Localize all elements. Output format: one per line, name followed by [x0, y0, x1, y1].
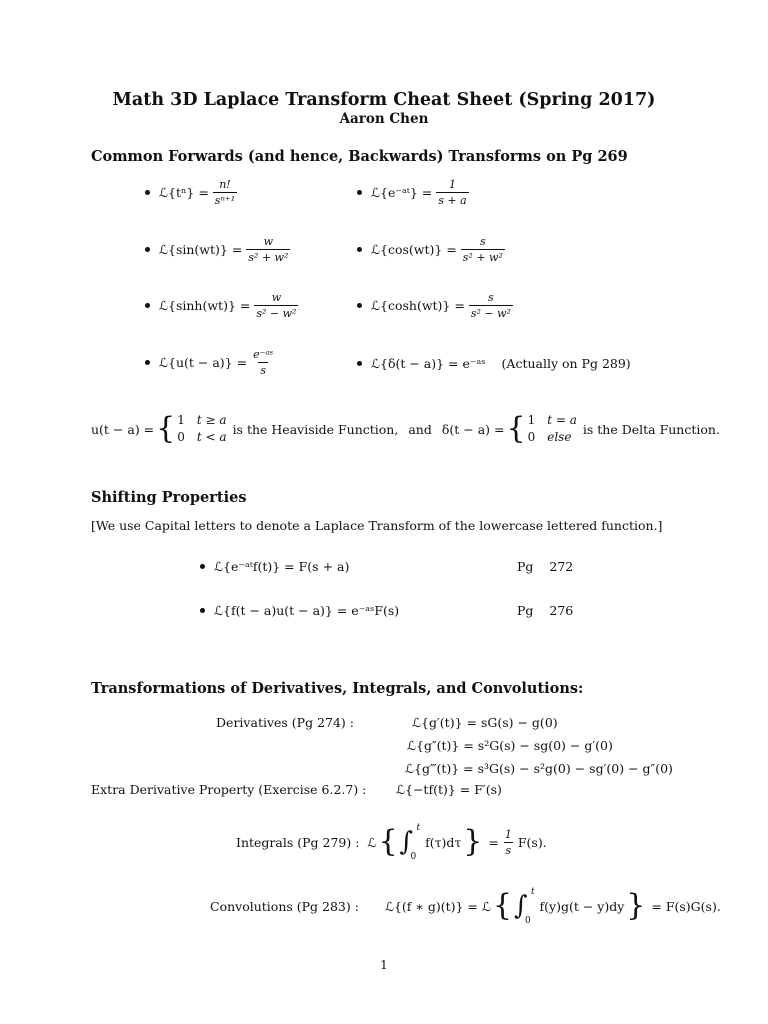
- integrals-lhs: ℒ: [367, 834, 377, 850]
- shifting-second-page-number: 276: [549, 603, 574, 618]
- transform-step-denominator: s: [260, 364, 266, 377]
- heaviside-case2-value: 0: [177, 430, 185, 444]
- convolutions-lhs: ℒ{(f ∗ g)(t)} = ℒ: [384, 898, 491, 914]
- heaviside-case2-condition: t < a: [196, 430, 227, 444]
- document-title: Math 3D Laplace Transform Cheat Sheet (Spring 2017): [112, 90, 656, 110]
- left-brace-icon: {: [506, 411, 526, 446]
- page-number: 1: [380, 958, 388, 972]
- bullet-icon: [145, 303, 150, 308]
- delta-cases: [528, 412, 577, 446]
- bullet-icon: [357, 190, 362, 195]
- heaviside-case1-condition: t ≥ a: [196, 413, 227, 427]
- shifting-second-page: [517, 603, 573, 618]
- transform-cos: [357, 235, 509, 264]
- delta-case1-condition: t = a: [547, 413, 577, 427]
- transform-tn-fraction: [213, 178, 237, 207]
- transform-step-fraction: [251, 348, 275, 377]
- transform-cosh-denominator: s² − w²: [470, 307, 511, 320]
- section-heading-transforms: Transformations of Derivatives, Integrals, and Convolutions:: [91, 680, 584, 697]
- bullet-icon: [200, 564, 205, 569]
- integrals-fraction: [503, 828, 514, 857]
- convolution-integrand: f(y)g(t − y)dy: [539, 898, 625, 914]
- transform-sin-fraction: [246, 235, 290, 264]
- transform-tn-lhs: ℒ{tⁿ} =: [159, 185, 209, 200]
- transform-exp: [357, 178, 473, 207]
- transform-tn: [145, 178, 241, 207]
- transform-cos-denominator: s² + w²: [462, 251, 503, 264]
- bullet-icon: [145, 360, 150, 365]
- bullet-icon: [357, 361, 362, 366]
- right-brace-icon: }: [463, 824, 483, 859]
- shifting-second: [200, 603, 399, 618]
- convolutions-property: [210, 887, 721, 926]
- derivatives-label: Derivatives (Pg 274) :: [216, 715, 354, 730]
- integral-lower-limit: 0: [410, 852, 417, 862]
- transform-cosh-numerator: s: [488, 291, 494, 304]
- integrals-label: Integrals (Pg 279) :: [236, 834, 360, 850]
- transform-delta-note: (Actually on Pg 289): [501, 356, 631, 371]
- delta-case2-value: 0: [527, 430, 536, 444]
- integrals-fraction-denominator: s: [505, 843, 512, 857]
- extra-derivative-property: ℒ{−tf(t)} = F′(s): [396, 782, 502, 797]
- convolutions-rhs: = F(s)G(s).: [651, 898, 721, 914]
- shifting-note: [We use Capital letters to denote a Laplace Transform of the lowercase lettered function.]: [91, 518, 663, 533]
- derivative-second: ℒ{g″(t)} = s²G(s) − sg(0) − g′(0): [407, 738, 613, 753]
- transform-exp-lhs: ℒ{e⁻ᵃᵗ} =: [371, 185, 433, 200]
- transform-sin-denominator: s² + w²: [248, 251, 289, 264]
- shifting-second-page-label: Pg: [517, 603, 534, 618]
- transform-cosh: [357, 291, 517, 320]
- shifting-first-formula: ℒ{e⁻ᵃᵗf(t)} = F(s + a): [214, 559, 350, 574]
- transform-sin-lhs: ℒ{sin(wt)} =: [159, 242, 243, 257]
- transform-cos-lhs: ℒ{cos(wt)} =: [371, 242, 457, 257]
- delta-case1-value: 1: [527, 413, 536, 427]
- derivative-third: ℒ{g‴(t)} = s³G(s) − s²g(0) − sg′(0) − g″(0): [405, 761, 673, 776]
- definition-and: and: [408, 421, 432, 437]
- integrals-property: Integrals (Pg 279) : ℒ { ∫ t 0 f(τ)dτ } = $\frac{1}{s}$ F(s).: [236, 823, 547, 862]
- heaviside-definition: [91, 412, 720, 446]
- transform-step-numerator: e⁻ᵃˢ: [253, 348, 274, 361]
- transform-delta-formula: ℒ{δ(t − a)} = e⁻ᵃˢ: [371, 356, 486, 371]
- convolutions-label: Convolutions (Pg 283) :: [210, 898, 359, 914]
- shifting-second-formula: ℒ{f(t − a)u(t − a)} = e⁻ᵃˢF(s): [214, 603, 400, 618]
- document-author: Aaron Chen: [339, 111, 429, 127]
- bullet-icon: [145, 247, 150, 252]
- left-brace-icon: {: [378, 824, 398, 859]
- bullet-icon: [357, 303, 362, 308]
- bullet-icon: [200, 608, 205, 613]
- heaviside-description: is the Heaviside Function,: [232, 421, 399, 437]
- transform-exp-fraction: [436, 178, 468, 207]
- transform-cos-numerator: s: [480, 235, 486, 248]
- heaviside-case1-value: 1: [177, 413, 185, 427]
- section-heading-shifting: Shifting Properties: [91, 489, 247, 506]
- integrals-fraction-numerator: 1: [504, 827, 512, 841]
- transform-step: [145, 348, 279, 377]
- transform-delta: [357, 356, 631, 371]
- section-heading-common-transforms: Common Forwards (and hence, Backwards) Transforms on Pg 269: [91, 148, 628, 165]
- transform-sinh-fraction: [254, 291, 298, 320]
- shifting-first: [200, 559, 349, 574]
- integrals-rhs: F(s).: [517, 834, 547, 850]
- transform-cosh-fraction: [469, 291, 513, 320]
- right-brace-icon: }: [626, 888, 646, 923]
- transform-sinh: [145, 291, 302, 320]
- heaviside-cases: [177, 412, 226, 446]
- derivative-first: ℒ{g′(t)} = sG(s) − g(0): [412, 715, 558, 730]
- convolution-lower-limit: 0: [524, 916, 531, 926]
- transform-sin-numerator: w: [263, 235, 274, 248]
- bullet-icon: [145, 190, 150, 195]
- transform-sinh-numerator: w: [271, 291, 282, 304]
- transform-sinh-denominator: s² − w²: [256, 307, 297, 320]
- transform-exp-numerator: 1: [448, 178, 456, 191]
- left-brace-icon: {: [492, 888, 512, 923]
- convolution-integral-expression: [513, 887, 625, 926]
- shifting-first-page: [517, 559, 573, 574]
- transform-cosh-lhs: ℒ{cosh(wt)} =: [371, 298, 465, 313]
- extra-derivative-label: Extra Derivative Property (Exercise 6.2.7) :: [91, 782, 367, 797]
- transform-sinh-lhs: ℒ{sinh(wt)} =: [159, 298, 251, 313]
- transform-step-lhs: ℒ{u(t − a)} =: [159, 355, 248, 370]
- transform-exp-denominator: s + a: [438, 194, 467, 207]
- delta-description: is the Delta Function.: [582, 421, 720, 437]
- delta-lhs: δ(t − a) =: [441, 421, 505, 437]
- bullet-icon: [357, 247, 362, 252]
- integral-upper-limit: t: [416, 823, 421, 833]
- delta-case2-condition: else: [547, 430, 572, 444]
- convolution-upper-limit: t: [530, 887, 535, 897]
- integral-integrand: f(τ)dτ: [425, 834, 462, 850]
- integral-icon: ∫: [399, 827, 414, 857]
- heaviside-lhs: u(t − a) =: [91, 421, 155, 437]
- transform-cos-fraction: [461, 235, 505, 264]
- shifting-first-page-label: Pg: [517, 559, 534, 574]
- transform-tn-denominator: sⁿ⁺¹: [214, 194, 236, 207]
- integral-icon: ∫: [513, 891, 528, 921]
- transform-sin: [145, 235, 294, 264]
- integral-expression: [399, 823, 462, 862]
- left-brace-icon: {: [156, 411, 176, 446]
- transform-tn-numerator: n!: [219, 178, 231, 191]
- shifting-first-page-number: 272: [549, 559, 574, 574]
